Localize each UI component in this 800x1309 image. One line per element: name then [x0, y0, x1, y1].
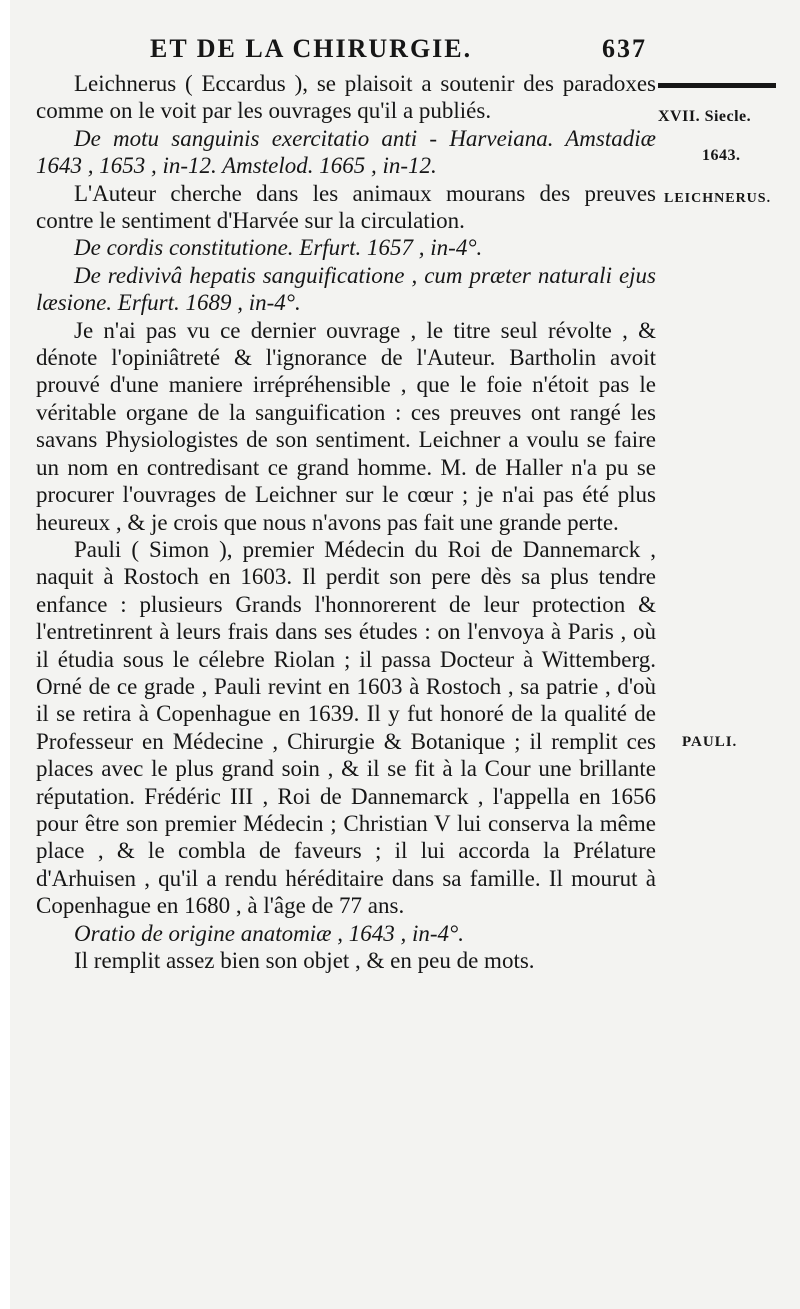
paragraph-work-de-motu: De motu sanguinis exercitatio anti - Harveiana. Amstadiæ 1643 , 1653 , in-12. Amstelod. 1665 , in-12. — [36, 125, 656, 179]
page-number: 637 — [602, 34, 647, 63]
header-rule — [658, 83, 776, 88]
paragraph-pauli-biography: Pauli ( Simon ), premier Médecin du Roi de Dannemarck , naquit à Rostoch en 1603. Il perdit son pere dès sa plus tendre enfance : plusieurs Grands l'honnorerent de leur protection & l'entretinrent à leurs frais dans ses études : on l'envoya à Paris , où il étudia sous le célebre Riolan ; il passa Docteur à Wittemberg. Orné de ce grade , Pauli revint en 1603 à Rostoch , sa patrie , d'où il se retira à Copenhague en 1639. Il y fut honoré de la qualité de Professeur en Médecine , Chirurgie & Botanique ; il remplit ces places avec le plus grand soin , & il se fit à la Cour une brillante réputation. Frédéric III , Roi de Dannemarck , l'appella en 1656 pour être son premier Médecin ; Christian V lui conserva la même place , & le combla de faveurs ; il lui accorda la Prélature d'Arhuisen , qu'il a rendu héréditaire dans sa famille. Il mourut à Copenhague en 1680 , à l'âge de 77 ans. — [36, 536, 656, 919]
margin-note-century: XVII. Siecle. — [658, 108, 752, 125]
margin-note-leichnerus: LEICHNERUS. — [664, 191, 772, 206]
paragraph-leichnerus-intro: Leichnerus ( Eccardus ), se plaisoit a soutenir des paradoxes comme on le voit par les ouvrages qu'il a publiés. — [36, 71, 656, 124]
paragraph-auteur-cherche: L'Auteur cherche dans les animaux mourans des preuves contre le sentiment d'Harvée sur la circulation. — [36, 180, 656, 234]
margin-note-year: 1643. — [702, 147, 741, 164]
paragraph-work-oratio: Oratio de origine anatomiæ , 1643 , in-4°. — [74, 920, 464, 946]
running-title: ET DE LA CHIRURGIE. — [150, 34, 473, 63]
paragraph-work-de-rediviva: De redivivâ hepatis sanguificatione , cum præter naturali ejus læsione. Erfurt. 1689 , in-4°. — [36, 262, 656, 316]
paragraph-closing-remark: Il remplit assez bien son objet , & en peu de mots. — [74, 948, 535, 973]
paragraph-work-de-cordis: De cordis constitutione. Erfurt. 1657 , in-4°. — [74, 235, 483, 261]
main-text — [36, 70, 656, 974]
margin-note-pauli: PAULI. — [682, 734, 738, 750]
paragraph-commentary-leichner: Je n'ai pas vu ce dernier ouvrage , le titre seul révolte , & dénote l'opiniâtreté & l'ignorance de l'Auteur. Bartholin avoit prouvé d'une maniere irrépréhensible , que le foie n'étoit pas le véritable organe de la sanguification : ces preuves ont rangé les savans Physiologistes de son sentiment. Leichner a voulu se faire un nom en contredisant ce grand homme. M. de Haller n'a pu se procurer l'ouvrages de Leichner sur le cœur ; je n'ai pas été plus heureux , & je crois que nous n'avons pas fait une grande perte. — [36, 317, 656, 535]
